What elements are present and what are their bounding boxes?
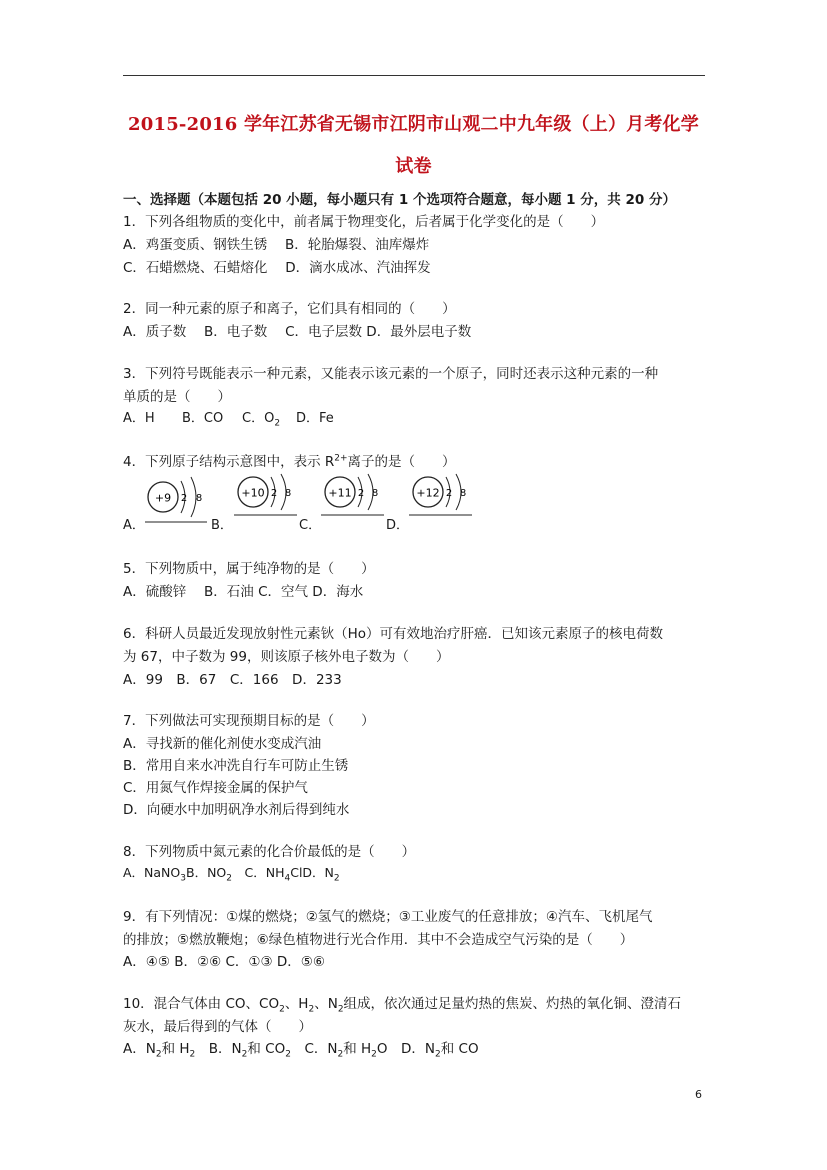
- q7-stem: 7．下列做法可实现预期目标的是（ ）: [123, 713, 375, 729]
- q10-opt-sub-2: 2: [189, 1049, 196, 1060]
- diagram-a-nucleus: +9: [154, 491, 172, 505]
- q10-opt-sub-6: 2: [371, 1049, 377, 1060]
- q10-stem-part-2: 、H: [284, 996, 309, 1012]
- q8-part-a: A．NaNO: [123, 865, 181, 880]
- q9-stem-line1: 9．有下列情况：①煤的燃烧；②氢气的燃烧；③工业废气的任意排放；④汽车、飞机尾气: [123, 909, 653, 925]
- q10-stem-sub-3: 2: [337, 1004, 344, 1015]
- atom-diagram-c: [318, 470, 386, 520]
- diagram-d-nucleus: +12: [416, 486, 440, 500]
- q10-stem-line1: [123, 992, 681, 1015]
- q1-options-row2: C．石蜡燃烧、石蜡熔化 D．滴水成冰、汽油挥发: [123, 260, 431, 276]
- q1-stem: 1．下列各组物质的变化中，前者属于物理变化，后者属于化学变化的是（ ）: [123, 214, 605, 230]
- diagram-c-nucleus: +11: [328, 486, 352, 500]
- q9-options-row1: A．④⑤ B．②⑥ C．①③ D．⑤⑥: [123, 954, 326, 970]
- q10-options-row1: [123, 1037, 479, 1060]
- q10-opt-part-3: B．N: [195, 1041, 242, 1057]
- q10-opt-sub-1: 2: [155, 1049, 162, 1060]
- q7-option-a: A．寻找新的催化剂使水变成汽油: [123, 736, 322, 752]
- exam-title-line1: 2015-2016 学年江苏省无锡市江阴市山观二中九年级（上）月考化学: [128, 114, 699, 135]
- q10-opt-sub-5: 2: [337, 1049, 344, 1060]
- atom-diagram-d: [406, 470, 474, 520]
- diagram-b-shell-2: 8: [284, 488, 292, 499]
- q8-sub-d: 2: [333, 873, 340, 884]
- q8-part-c: C．NH: [232, 865, 285, 880]
- q10-opt-part-6: 和 H: [343, 1041, 372, 1057]
- page-number: 6: [695, 1088, 702, 1101]
- q9-stem-line2: 的排放；⑤燃放鞭炮；⑥绿色植物进行光合作用．其中不会造成空气污染的是（ ）: [123, 932, 634, 948]
- q6-stem-line2: 为 67，中子数为 99，则该原子核外电子数为（ ）: [123, 649, 450, 665]
- q10-stem-part-1: 10．混合气体由 CO、CO: [123, 996, 280, 1012]
- q10-opt-part-4: 和 CO: [247, 1041, 286, 1057]
- q4-label-b: B．: [211, 518, 233, 533]
- q10-opt-sub-3: 2: [241, 1049, 248, 1060]
- q4-label-c: C．: [299, 518, 322, 533]
- atom-diagram-a: [143, 472, 209, 526]
- q3-option-d: D．Fe: [296, 411, 334, 426]
- q4-stem-pre: 4．下列原子结构示意图中，表示 R: [123, 454, 335, 470]
- q8-sub-a: 3: [180, 873, 186, 884]
- q5-options-row1: A．硫酸锌 B．石油 C．空气 D．海水: [123, 584, 364, 600]
- q10-opt-sub-7: 2: [435, 1049, 441, 1060]
- q7-option-d: D．向硬水中加明矾净水剂后得到纯水: [123, 802, 350, 818]
- q10-stem-part-4: 组成，依次通过足量灼热的焦炭、灼热的氧化铜、澄清石: [343, 996, 682, 1012]
- q10-stem-line2: 灰水，最后得到的气体（ ）: [123, 1019, 312, 1035]
- q1-options-row1: A．鸡蛋变质、钢铁生锈 B．轮胎爆裂、油库爆炸: [123, 237, 430, 253]
- q3-option-c-subscript: 2: [274, 418, 281, 429]
- diagram-d-shell-1: 2: [445, 488, 453, 499]
- q4-label-d: D．: [386, 518, 410, 533]
- q6-stem-line1: 6．科研人员最近发现放射性元素钬（Ho）可有效地治疗肝癌．已知该元素原子的核电荷数: [123, 626, 663, 642]
- q10-opt-part-1: A．N: [123, 1041, 156, 1057]
- diagram-d-shell-2: 8: [459, 488, 467, 499]
- q7-option-c: C．用氮气作焊接金属的保护气: [123, 780, 308, 796]
- q5-stem: 5．下列物质中，属于纯净物的是（ ）: [123, 561, 375, 577]
- atom-diagram-b: [231, 470, 299, 520]
- diagram-a-shell-2: 8: [195, 493, 203, 504]
- q10-opt-part-5: C．N: [290, 1041, 338, 1057]
- q3-option-c-text: C．O: [242, 411, 275, 426]
- q2-stem: 2．同一种元素的原子和离子，它们具有相同的（ ）: [123, 301, 456, 317]
- q3-option-a: A．H: [123, 411, 155, 426]
- q6-options-row1: A．99 B．67 C．166 D．233: [123, 672, 342, 688]
- q3-stem-line2: 单质的是（ ）: [123, 389, 231, 405]
- q8-stem: 8．下列物质中氮元素的化合价最低的是（ ）: [123, 844, 416, 860]
- q8-sub-c: 4: [284, 873, 291, 884]
- diagram-b-shell-1: 2: [270, 488, 278, 499]
- diagram-c-shell-1: 2: [357, 488, 365, 499]
- diagram-b-nucleus: +10: [241, 486, 265, 500]
- q3-stem-line1: 3．下列符号既能表示一种元素，又能表示该元素的一个原子，同时还表示这种元素的一种: [123, 366, 659, 382]
- q8-sub-b: 2: [226, 873, 232, 884]
- header-rule: [123, 75, 705, 76]
- q3-option-b: B．CO: [182, 411, 224, 426]
- q8-part-b: B．NO: [186, 865, 227, 880]
- q2-options-row1: A．质子数 B．电子数 C．电子层数 D．最外层电子数: [123, 324, 472, 340]
- q4-label-a: A．: [123, 518, 145, 533]
- q10-opt-part-2: 和 H: [161, 1041, 190, 1057]
- diagram-c-shell-2: 8: [371, 488, 379, 499]
- q10-stem-sub-2: 2: [308, 1004, 315, 1015]
- q4-stem: [123, 450, 456, 470]
- q10-opt-sub-4: 2: [285, 1049, 291, 1060]
- section-heading: 一、选择题（本题包括 20 小题，每小题只有 1 个选项符合题意，每小题 1 分，共 20 分）: [123, 192, 676, 208]
- q3-option-c: [242, 407, 280, 429]
- q4-stem-post: 离子的是（ ）: [347, 454, 456, 470]
- q10-opt-part-8: 和 CO: [440, 1041, 479, 1057]
- q4-stem-superscript: 2+: [334, 453, 348, 464]
- q10-stem-sub-1: 2: [279, 1004, 285, 1015]
- q8-options-row1: [123, 863, 340, 884]
- diagram-a-shell-1: 2: [180, 493, 188, 504]
- q10-stem-part-3: 、N: [314, 996, 338, 1012]
- q10-opt-part-7: O D．N: [376, 1041, 436, 1057]
- exam-title-line2: 试卷: [395, 156, 432, 177]
- q8-part-d: ClD．N: [290, 865, 334, 880]
- q7-option-b: B．常用自来水冲洗自行车可防止生锈: [123, 758, 349, 774]
